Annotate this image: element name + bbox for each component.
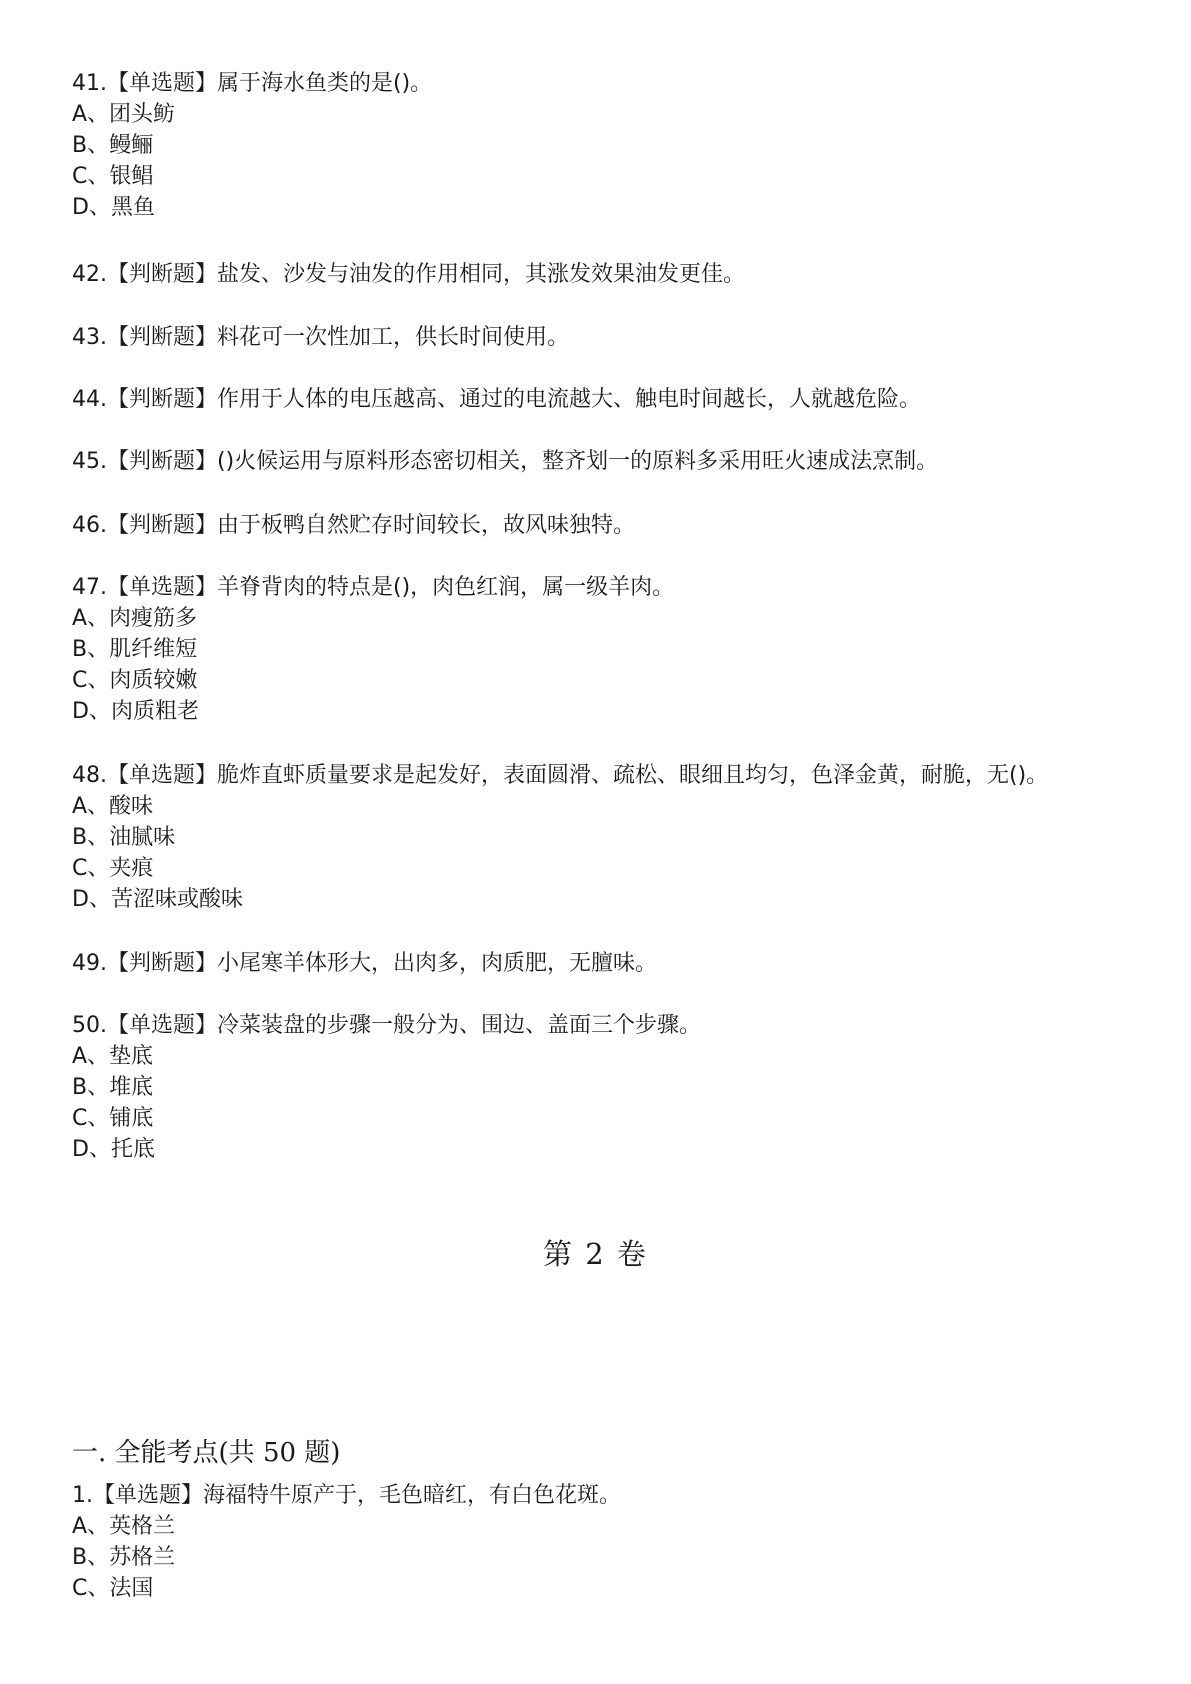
option-d: D、托底 <box>72 1137 155 1162</box>
question-50 <box>72 1010 701 1165</box>
option-c: C、银鲳 <box>72 164 154 189</box>
option-a: A、英格兰 <box>72 1514 176 1539</box>
option-a: A、肉瘦筋多 <box>72 606 198 631</box>
option-d: D、肉质粗老 <box>72 699 199 724</box>
option-b: B、肌纤维短 <box>72 637 198 662</box>
question-45 <box>72 446 938 477</box>
option-b: B、苏格兰 <box>72 1545 176 1570</box>
question-46 <box>72 510 635 541</box>
question-stem: 45.【判断题】()火候运用与原料形态密切相关，整齐划一的原料多采用旺火速成法烹制。 <box>72 449 939 474</box>
question-stem: 46.【判断题】由于板鸭自然贮存时间较长，故风味独特。 <box>72 513 635 538</box>
question-47 <box>72 572 674 727</box>
option-c: C、铺底 <box>72 1106 154 1131</box>
question-stem: 50.【单选题】冷菜装盘的步骤一般分为、围边、盖面三个步骤。 <box>72 1013 701 1038</box>
question-49 <box>72 948 657 979</box>
question-43 <box>72 322 569 353</box>
question-44 <box>72 384 921 415</box>
option-d: D、苦涩味或酸味 <box>72 887 243 912</box>
option-b: B、鳗鲡 <box>72 133 154 158</box>
question-stem: 48.【单选题】脆炸直虾质量要求是起发好，表面圆滑、疏松、眼细且均匀，色泽金黄，耐脆，无()。 <box>72 763 1049 788</box>
option-c: C、法国 <box>72 1576 154 1601</box>
section-question-1 <box>72 1480 621 1604</box>
question-stem: 49.【判断题】小尾寒羊体形大，出肉多，肉质肥，无膻味。 <box>72 951 657 976</box>
option-c: C、肉质较嫩 <box>72 668 198 693</box>
section-title: 一. 全能考点(共 50 题) <box>72 1438 341 1468</box>
option-b: B、堆底 <box>72 1075 154 1100</box>
question-stem: 41.【单选题】属于海水鱼类的是()。 <box>72 71 433 96</box>
question-41 <box>72 68 432 223</box>
option-d: D、黑鱼 <box>72 195 155 220</box>
option-a: A、团头鲂 <box>72 102 176 127</box>
option-a: A、酸味 <box>72 794 154 819</box>
option-b: B、油腻味 <box>72 825 176 850</box>
volume-title: 第 2 卷 <box>543 1237 648 1271</box>
option-a: A、垫底 <box>72 1044 154 1069</box>
question-stem: 44.【判断题】作用于人体的电压越高、通过的电流越大、触电时间越长，人就越危险。 <box>72 387 921 412</box>
question-stem: 43.【判断题】料花可一次性加工，供长时间使用。 <box>72 325 569 350</box>
question-stem: 47.【单选题】羊脊背肉的特点是()，肉色红润，属一级羊肉。 <box>72 575 675 600</box>
question-48 <box>72 760 1048 915</box>
question-stem: 1.【单选题】海福特牛原产于，毛色暗红，有白色花斑。 <box>72 1483 621 1508</box>
question-42 <box>72 259 745 290</box>
option-c: C、夹痕 <box>72 856 154 881</box>
question-stem: 42.【判断题】盐发、沙发与油发的作用相同，其涨发效果油发更佳。 <box>72 262 745 287</box>
